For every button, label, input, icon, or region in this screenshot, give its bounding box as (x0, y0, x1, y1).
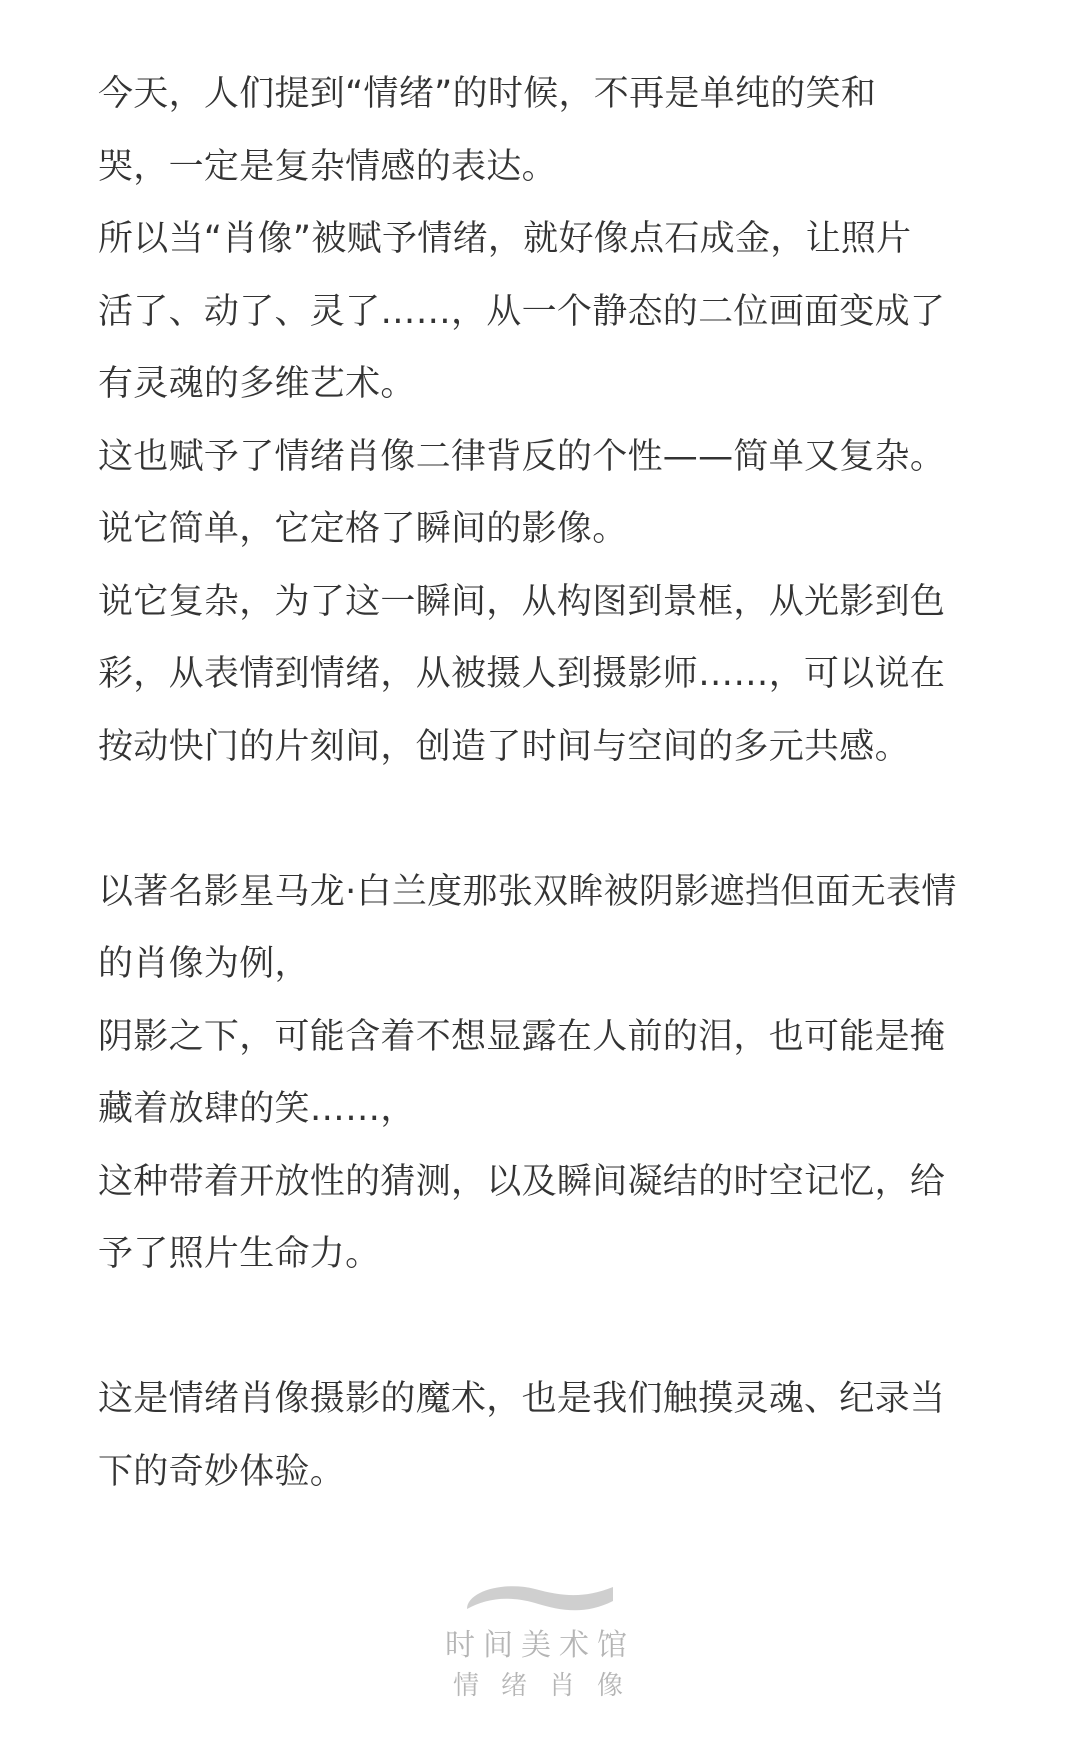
paragraph-gap (98, 783, 988, 856)
text-line: 按动快门的片刻间，创造了时间与空间的多元共感。 (98, 726, 910, 767)
text-line: 这种带着开放性的猜测，以及瞬间凝结的时空记忆，给 (98, 1161, 946, 1202)
text-line: 今天，人们提到“情绪”的时候，不再是单纯的笑和 (98, 74, 877, 114)
logo-subtitle: 情绪肖像 (452, 1671, 645, 1701)
text-line: 的肖像为例， (98, 944, 310, 984)
footer-logo (0, 1575, 1080, 1745)
text-line: 彩，从表情到情绪，从被摄人到摄影师……，可以说在 (98, 654, 946, 694)
text-line: 予了照片生命力。 (98, 1234, 381, 1274)
paragraph-5 (98, 566, 988, 784)
text-line: 下的奇妙体验。 (98, 1451, 346, 1492)
text-line: 藏着放肆的笑……， (98, 1089, 416, 1129)
text-line: 阴影之下，可能含着不想显露在人前的泪，也可能是掩 (98, 1016, 946, 1057)
text-line: 所以当“肖像”被赋予情绪，就好像点石成金，让照片 (98, 219, 912, 259)
text-line: 活了、动了、灵了……，从一个静态的二位画面变成了 (98, 291, 946, 332)
wave-logo-icon (465, 1575, 615, 1619)
paragraph-6 (98, 856, 988, 1001)
paragraph-4 (98, 493, 988, 566)
paragraph-gap (98, 1291, 988, 1364)
text-line: 说它简单，它定格了瞬间的影像。 (98, 509, 628, 549)
text-line: 说它复杂，为了这一瞬间，从构图到景框，从光影到色 (98, 581, 946, 622)
paragraph-9 (98, 1363, 988, 1508)
logo-title: 时间美术馆 (445, 1628, 635, 1663)
text-line: 哭，一定是复杂情感的表达。 (98, 146, 557, 187)
text-line: 这是情绪肖像摄影的魔术，也是我们触摸灵魂、纪录当 (98, 1379, 946, 1419)
paragraph-8 (98, 1146, 988, 1291)
text-line: 有灵魂的多维艺术。 (98, 364, 416, 404)
paragraph-7 (98, 1001, 988, 1146)
paragraph-3 (98, 421, 988, 494)
text-line: 以著名影星马龙·白兰度那张双眸被阴影遮挡但面无表情 (98, 871, 957, 912)
article-body (98, 58, 988, 1508)
paragraph-1 (98, 58, 988, 203)
paragraph-2 (98, 203, 988, 421)
text-line: 这也赋予了情绪肖像二律背反的个性——简单又复杂。 (98, 436, 946, 477)
